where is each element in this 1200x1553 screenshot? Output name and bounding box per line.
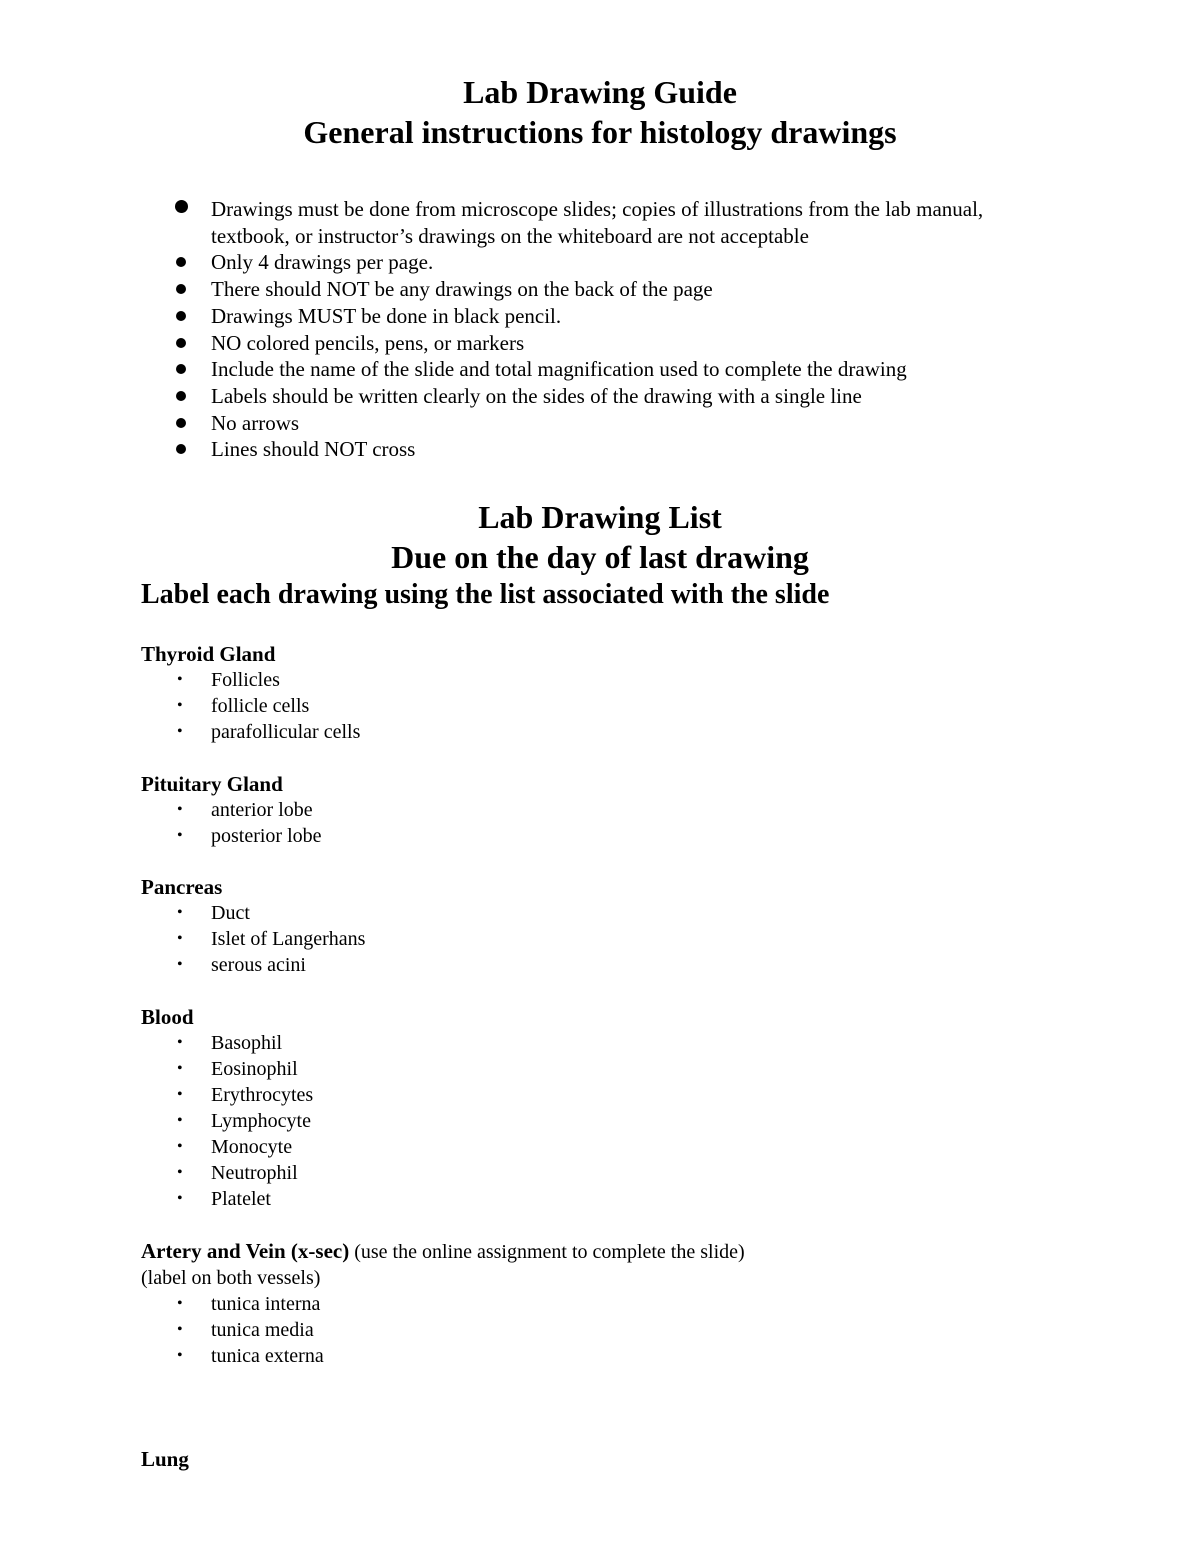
bullet-icon: • <box>177 697 183 714</box>
list-item <box>141 1186 1141 1212</box>
item-text: Lymphocyte <box>211 1110 311 1132</box>
list-item <box>141 1134 1141 1160</box>
guideline-item <box>0 249 1011 276</box>
guideline-text: No arrows <box>211 410 300 435</box>
bullet-icon <box>176 391 186 401</box>
item-text: tunica interna <box>211 1293 321 1315</box>
due-date-text: Due on the day of last drawing <box>391 539 809 575</box>
list-item <box>141 719 1141 745</box>
section-title: Blood <box>141 1005 194 1029</box>
list-item <box>141 1317 1141 1343</box>
bullet-icon <box>176 284 186 294</box>
item-text: parafollicular cells <box>211 721 361 743</box>
guideline-text: Drawings must be done from microscope slides; copies of illustrations from the lab manual, textbook, or instructor’s drawings on the whiteboard are not acceptable <box>211 197 984 248</box>
item-text: Eosinophil <box>211 1058 298 1080</box>
list-item <box>141 693 1141 719</box>
item-text: follicle cells <box>211 695 310 717</box>
bullet-icon: • <box>177 904 183 921</box>
section-lung <box>141 1446 1141 1472</box>
section-pancreas <box>141 874 1141 978</box>
bullet-icon <box>176 257 186 267</box>
guide-header <box>0 72 1200 152</box>
page-subtitle: General instructions for histology drawings <box>303 114 897 150</box>
section-title: Artery and Vein (x-sec) <box>141 1239 350 1263</box>
bullet-icon: • <box>177 1034 183 1051</box>
item-text: Monocyte <box>211 1136 293 1158</box>
section-title: Lung <box>141 1447 189 1471</box>
list-item <box>141 926 1141 952</box>
bullet-icon: • <box>177 1190 183 1207</box>
guideline-item <box>0 303 1011 330</box>
bullet-icon: • <box>177 1060 183 1077</box>
bullet-icon <box>176 364 186 374</box>
guideline-text: Only 4 drawings per page. <box>211 250 434 275</box>
item-text: serous acini <box>211 954 306 976</box>
guideline-item <box>0 436 1011 463</box>
item-text: anterior lobe <box>211 799 313 821</box>
bullet-icon: • <box>177 723 183 740</box>
list-item <box>141 797 1141 823</box>
guideline-text: Drawings MUST be done in black pencil. <box>211 303 562 328</box>
list-item <box>141 1030 1141 1056</box>
guideline-item <box>0 356 1011 383</box>
list-item <box>141 1343 1141 1369</box>
list-item <box>141 1291 1141 1317</box>
item-text: Follicles <box>211 669 280 691</box>
bullet-icon: • <box>177 1347 183 1364</box>
item-text: posterior lobe <box>211 825 322 847</box>
list-item <box>141 667 1141 693</box>
bullet-icon: • <box>177 1295 183 1312</box>
item-text: Erythrocytes <box>211 1084 314 1106</box>
bullet-icon: • <box>177 827 183 844</box>
bullet-icon: • <box>177 1164 183 1181</box>
bullet-icon <box>176 338 186 348</box>
guideline-item <box>0 410 1011 437</box>
page-title: Lab Drawing Guide <box>463 74 737 110</box>
guideline-item <box>0 330 1011 357</box>
list-item <box>141 1082 1141 1108</box>
item-text: tunica externa <box>211 1345 324 1367</box>
section-title: Thyroid Gland <box>141 642 276 666</box>
section-pituitary-gland <box>141 771 1141 849</box>
guideline-item <box>0 383 1011 410</box>
bullet-icon: • <box>177 930 183 947</box>
bullet-icon <box>176 444 186 454</box>
guidelines-list <box>0 196 1200 463</box>
item-text: tunica media <box>211 1319 314 1341</box>
bullet-icon: • <box>177 1138 183 1155</box>
list-item <box>141 900 1141 926</box>
guideline-text: NO colored pencils, pens, or markers <box>211 330 525 355</box>
item-text: Duct <box>211 902 250 924</box>
section-note: (label on both vessels) <box>141 1267 321 1289</box>
guideline-text: There should NOT be any drawings on the back of the page <box>211 277 713 302</box>
item-text: Islet of Langerhans <box>211 928 366 950</box>
guideline-text: Labels should be written clearly on the sides of the drawing with a single line <box>211 383 862 408</box>
list-header <box>0 497 1200 577</box>
bullet-icon <box>175 200 188 213</box>
bullet-icon: • <box>177 1321 183 1338</box>
section-artery-and-vein <box>141 1238 1141 1369</box>
guideline-item <box>0 276 1011 303</box>
bullet-icon <box>176 418 186 428</box>
list-item <box>141 1056 1141 1082</box>
item-text: Neutrophil <box>211 1162 298 1184</box>
item-text: Platelet <box>211 1188 271 1210</box>
list-item <box>141 1108 1141 1134</box>
guideline-item <box>0 196 1011 249</box>
section-title-note: (use the online assignment to complete the slide) <box>349 1241 745 1263</box>
guideline-text: Include the name of the slide and total magnification used to complete the drawing <box>211 357 907 382</box>
section-blood <box>141 1004 1141 1212</box>
item-text: Basophil <box>211 1032 283 1054</box>
section-title: Pancreas <box>141 875 223 899</box>
list-item <box>141 1160 1141 1186</box>
bullet-icon: • <box>177 671 183 688</box>
bullet-icon: • <box>177 1086 183 1103</box>
section-title: Pituitary Gland <box>141 772 283 796</box>
bullet-icon <box>176 311 186 321</box>
list-instruction: Label each drawing using the list associated with the slide <box>141 579 830 610</box>
guideline-text: Lines should NOT cross <box>211 437 416 462</box>
bullet-icon: • <box>177 956 183 973</box>
list-item <box>141 823 1141 849</box>
bullet-icon: • <box>177 1112 183 1129</box>
bullet-icon: • <box>177 801 183 818</box>
section-thyroid-gland <box>141 641 1141 745</box>
list-title: Lab Drawing List <box>478 499 722 535</box>
list-item <box>141 952 1141 978</box>
